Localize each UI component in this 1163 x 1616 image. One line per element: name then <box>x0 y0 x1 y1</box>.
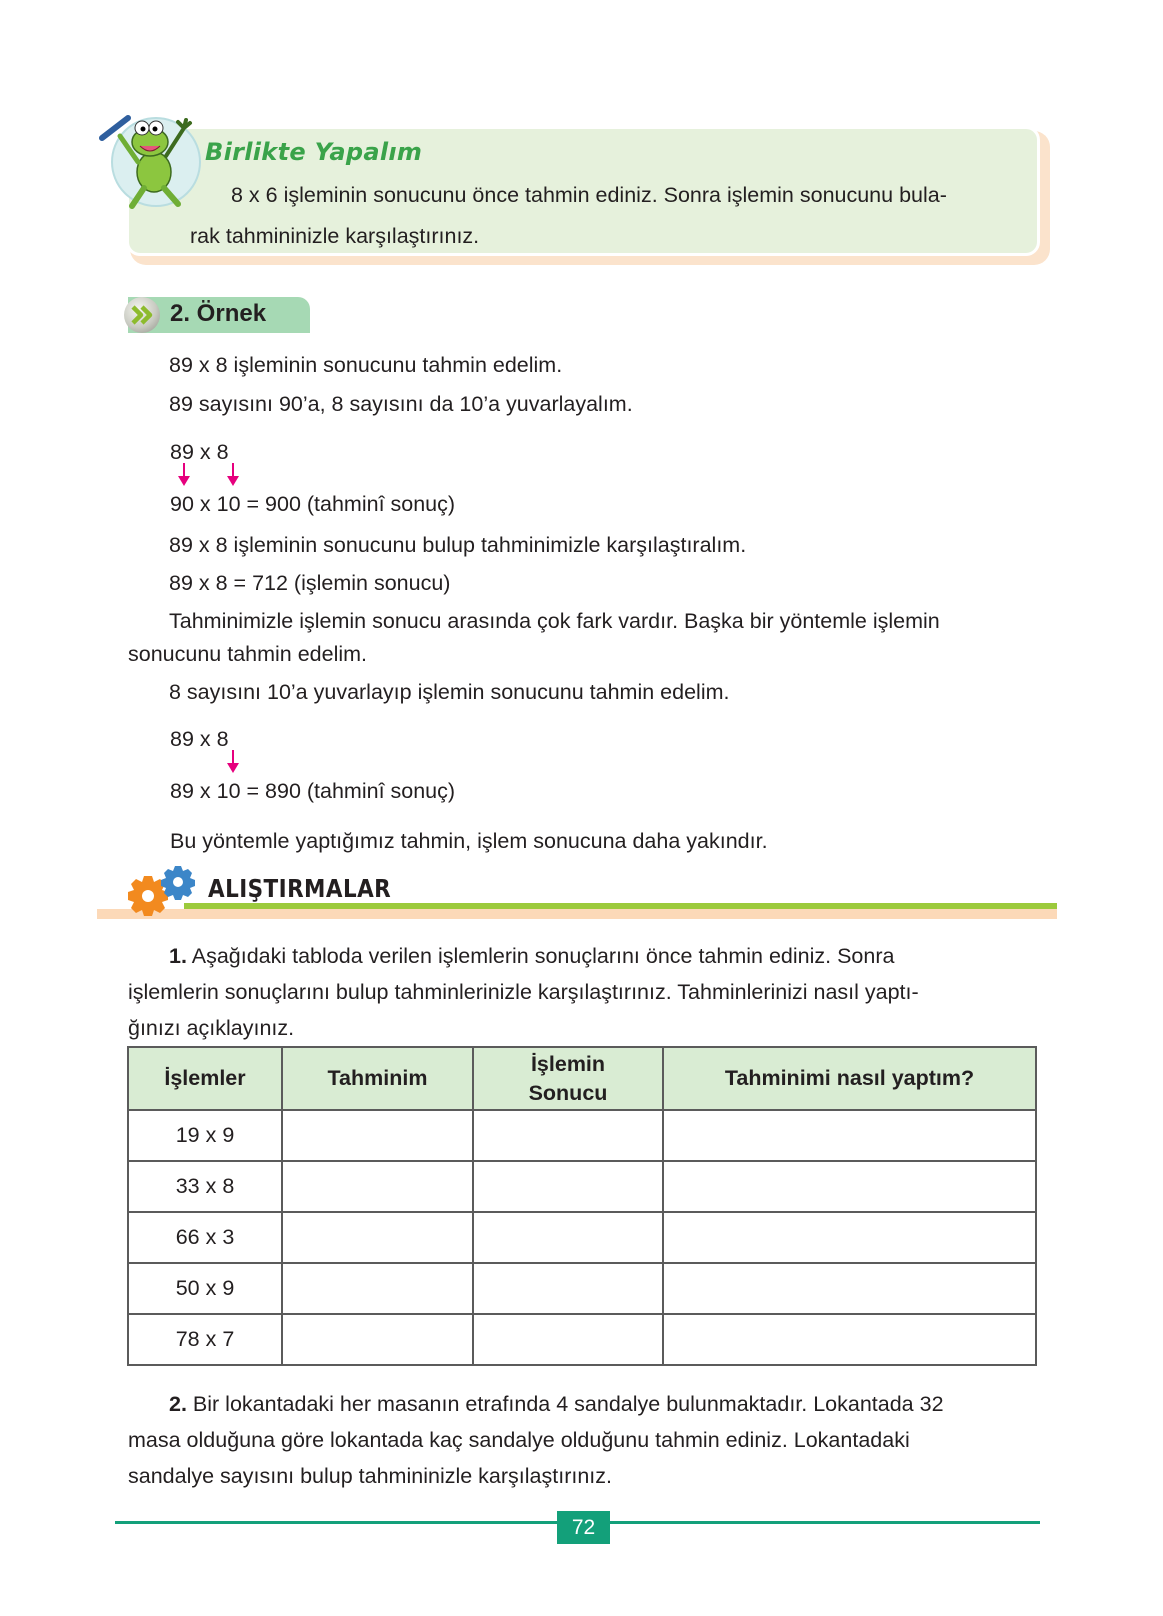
result-cell[interactable] <box>473 1212 663 1263</box>
exercise-2-number: 2. <box>169 1392 187 1416</box>
arrow-down-icon <box>226 750 240 774</box>
activity-title: Birlikte Yapalım <box>205 138 423 166</box>
table-header-row <box>128 1047 1036 1110</box>
table-row <box>128 1263 1036 1314</box>
result-cell[interactable] <box>473 1161 663 1212</box>
exercises-title: ALIŞTIRMALAR <box>208 874 392 903</box>
exercise-2-line1: 2. Bir lokantadaki her masanın etrafında 4 sandalye bulunmaktadır. Lokantada 32 <box>169 1392 944 1416</box>
method-cell[interactable] <box>663 1314 1036 1365</box>
operation-cell: 33 x 8 <box>128 1161 282 1212</box>
operation-cell: 50 x 9 <box>128 1263 282 1314</box>
activity-text-line1: 8 x 6 işleminin sonucunu önce tahmin ediniz. Sonra işlemin sonucunu bula- <box>231 183 947 207</box>
exercise-2-line3: sandalye sayısını bulup tahmininizle karşılaştırınız. <box>128 1464 612 1488</box>
calc1-top: 89 x 8 <box>170 440 229 464</box>
example-line: 89 x 8 işleminin sonucunu bulup tahminimizle karşılaştıralım. <box>169 533 747 557</box>
table-row <box>128 1314 1036 1365</box>
page-number: 72 <box>557 1511 610 1544</box>
estimate-cell[interactable] <box>282 1161 473 1212</box>
example-title: 2. Örnek <box>170 300 267 327</box>
calc2-top: 89 x 8 <box>170 727 229 751</box>
estimate-cell[interactable] <box>282 1110 473 1161</box>
header-islemin-sonucu: İşlemin Sonucu <box>473 1047 663 1110</box>
result-cell[interactable] <box>473 1314 663 1365</box>
arrow-down-icon <box>177 463 191 487</box>
exercise-1-line1: 1. Aşağıdaki tabloda verilen işlemlerin sonuçlarını önce tahmin ediniz. Sonra <box>169 944 895 968</box>
result-cell[interactable] <box>473 1263 663 1314</box>
method-cell[interactable] <box>663 1110 1036 1161</box>
example-line: 89 sayısını 90’a, 8 sayısını da 10’a yuvarlayalım. <box>169 392 633 416</box>
table-row <box>128 1212 1036 1263</box>
section-band <box>97 909 1057 919</box>
gears-icon <box>126 864 200 916</box>
exercise-1-number: 1. <box>169 944 187 968</box>
method-cell[interactable] <box>663 1212 1036 1263</box>
example-paragraph-line2: sonucunu tahmin edelim. <box>128 642 368 666</box>
double-chevron-right-icon <box>124 297 160 333</box>
table-row <box>128 1161 1036 1212</box>
exercise-table <box>127 1046 1037 1366</box>
operation-cell: 19 x 9 <box>128 1110 282 1161</box>
method-cell[interactable] <box>663 1263 1036 1314</box>
arrow-down-icon <box>226 463 240 487</box>
example-paragraph-line1: Tahminimizle işlemin sonucu arasında çok fark vardır. Başka bir yöntemle işlemin <box>169 609 940 633</box>
exercise-1-line2: işlemlerin sonuçlarını bulup tahminlerinizle karşılaştırınız. Tahminlerinizi nasıl yaptı- <box>128 980 919 1004</box>
header-tahminim: Tahminim <box>282 1047 473 1110</box>
footer-rule-left <box>115 1521 557 1524</box>
estimate-cell[interactable] <box>282 1263 473 1314</box>
calc2-bottom: 89 x 10 = 890 (tahminî sonuç) <box>170 779 456 803</box>
footer-rule-right <box>610 1521 1040 1524</box>
calc1-bottom: 90 x 10 = 900 (tahminî sonuç) <box>170 492 456 516</box>
result-cell[interactable] <box>473 1110 663 1161</box>
example-line: 89 x 8 = 712 (işlemin sonucu) <box>169 571 451 595</box>
example-conclusion: Bu yöntemle yaptığımız tahmin, işlem sonucuna daha yakındır. <box>170 829 768 853</box>
section-rule <box>184 903 1057 909</box>
activity-text-line2: rak tahmininizle karşılaştırınız. <box>190 224 480 248</box>
estimate-cell[interactable] <box>282 1212 473 1263</box>
operation-cell: 66 x 3 <box>128 1212 282 1263</box>
header-islemler: İşlemler <box>128 1047 282 1110</box>
exercise-2-line2: masa olduğuna göre lokantada kaç sandalye olduğunu tahmin ediniz. Lokantadaki <box>128 1428 910 1452</box>
frog-mascot-icon <box>98 106 202 214</box>
operation-cell: 78 x 7 <box>128 1314 282 1365</box>
estimate-cell[interactable] <box>282 1314 473 1365</box>
method-cell[interactable] <box>663 1161 1036 1212</box>
table-row <box>128 1110 1036 1161</box>
example-line: 8 sayısını 10’a yuvarlayıp işlemin sonucunu tahmin edelim. <box>169 680 730 704</box>
header-tahminimi-nasil: Tahminimi nasıl yaptım? <box>663 1047 1036 1110</box>
example-line: 89 x 8 işleminin sonucunu tahmin edelim. <box>169 353 563 377</box>
exercise-1-line3: ğınızı açıklayınız. <box>128 1016 295 1040</box>
